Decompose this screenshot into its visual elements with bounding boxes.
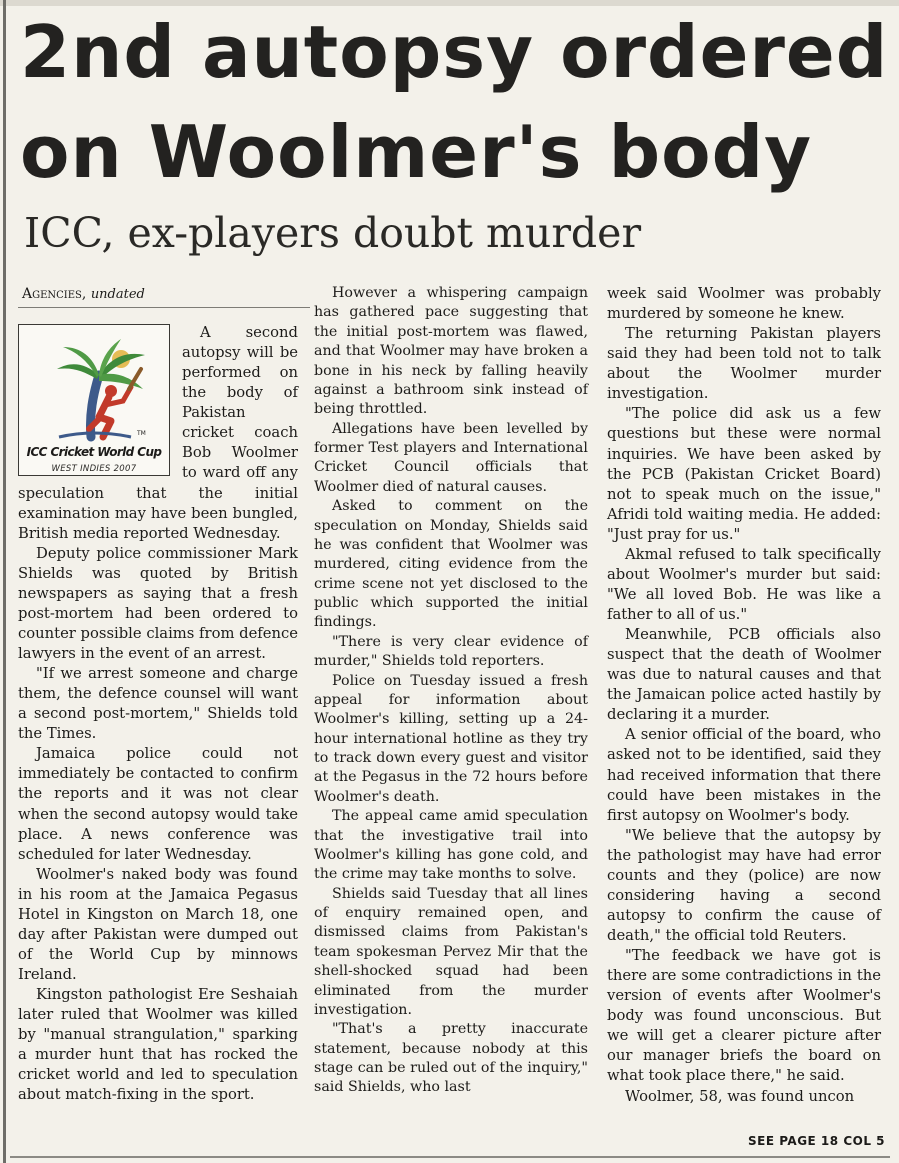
subheadline: ICC, ex-players doubt murder <box>24 209 642 257</box>
left-column-rule <box>3 0 6 1163</box>
article-paragraph: The returning Pakistan players said they had been told not to talk about the Woolmer murder investigation. <box>607 325 881 403</box>
bottom-rule <box>10 1156 890 1158</box>
article-paragraph: Deputy police commissioner Mark Shields was quoted by British newspapers as saying that a fresh post-mortem had been ordered to counter possible claims from defence lawyers in the event of an arrest. <box>18 544 298 662</box>
article-paragraph: Shields said Tuesday that all lines of enquiry remained open, and dismissed claims from Pakistan's team spokesman Pervez Mir that the shell-shocked squad had been eliminated from the murder investigation. <box>314 885 588 1018</box>
article-paragraph: The appeal came amid speculation that the investigative trail into Woolmer's killing has gone cold, and the crime may take months to solve. <box>314 808 588 883</box>
headline-line-1: 2nd autopsy ordered <box>20 10 889 94</box>
logo-subtitle: WEST INDIES 2007 <box>51 464 137 474</box>
headline <box>20 2 890 202</box>
logo-tm: TM <box>137 430 146 437</box>
article-paragraph: "The feedback we have got is there are some contradictions in the version of events after Woolmer's body was found unconscious. But we will get a clearer picture after our manager briefs the board on what took place there," he said. <box>607 947 881 1085</box>
article-paragraph: Woolmer's naked body was found in his room at the Jamaica Pegasus Hotel in Kingston on March 18, one day after Pakistan were dumped out of the World Cup by minnows Ireland. <box>18 865 298 983</box>
byline <box>22 284 302 305</box>
article-column-2 <box>314 284 588 1098</box>
world-cup-logo <box>18 324 170 476</box>
article-paragraph: week said Woolmer was probably murdered by someone he knew. <box>607 285 881 323</box>
byline-org: Agencies, <box>22 286 87 302</box>
article-paragraph: Woolmer, 58, was found uncon <box>625 1087 855 1105</box>
article-paragraph: "There is very clear evidence of murder," Shields told reporters. <box>314 633 588 670</box>
article-paragraph: Police on Tuesday issued a fresh appeal for information about Woolmer's killing, setting up a 24-hour international hotline as they try to track down every guest and visitor at the Pegasus in the 72 hours before Woolmer's death. <box>314 672 588 805</box>
article-paragraph: Meanwhile, PCB officials also suspect that the death of Woolmer was due to natural causes and that the Jamaican police acted hastily by declaring it a murder. <box>607 626 881 724</box>
headline-line-2: on Woolmer's body <box>20 110 813 194</box>
logo-title: ICC Cricket World Cup <box>26 445 162 459</box>
article-paragraph: A senior official of the board, who asked not to be identified, said they had received information that there could have been mistakes in the first autopsy on Woolmer's body. <box>607 726 881 824</box>
article-paragraph: "If we arrest someone and charge them, the defence counsel will want a second post-mortem," Shields told the Times. <box>18 665 298 743</box>
article-paragraph: "That's a pretty inaccurate statement, because nobody at this stage can be ruled out of the inquiry," said Shields, who last <box>314 1021 588 1096</box>
byline-divider <box>18 307 310 308</box>
article-paragraph: Jamaica police could not immediately be contacted to confirm the reports and it was not clear when the second autopsy would take place. A news conference was scheduled for later Wednesday. <box>18 745 298 863</box>
article-paragraph: Akmal refused to talk specifically about Woolmer's murder but said: "We all loved Bob. He was like a father to all of us." <box>607 545 881 623</box>
article-paragraph: Kingston pathologist Ere Seshaiah later ruled that Woolmer was killed by "manual strangulation," sparking a murder hunt that has rocked the cricket world and led to speculation about match-fixing in the sport. <box>18 986 298 1104</box>
article-column-3 <box>607 284 881 1107</box>
byline-date: undated <box>90 287 145 302</box>
article-column-1 <box>18 323 298 1105</box>
article-paragraph: However a whispering campaign has gathered pace suggesting that the initial post-mortem was flawed, and that Woolmer may have broken a bone in his neck by falling heavily against a bathroom sink instead of being throttled. <box>314 285 588 418</box>
article-paragraph: "The police did ask us a few questions but these were normal inquiries. We have been asked by the PCB (Pakistan Cricket Board) not to speak much on the issue," Afridi told waiting media. He added: "Just pray for us." <box>607 405 881 543</box>
article-paragraph: "We believe that the autopsy by the pathologist may have had error counts and they (police) are now considering having a second autopsy to confirm the cause of death," the official told Reuters. <box>607 826 881 944</box>
article-paragraph: A second autopsy will be performed on the body of Pakistan cricket coach Bob Woolmer to ward off any speculation that the initial examination may have been bungled, British media reported Wednesday. <box>18 324 298 542</box>
article-paragraph: Allegations have been levelled by former Test players and International Cricket Council officials that Woolmer died of natural causes. <box>314 420 588 495</box>
continued-jump-line: SEE PAGE 18 COL 5 <box>748 1134 885 1148</box>
article-paragraph: Asked to comment on the speculation on Monday, Shields said he was confident that Woolmer was murdered, citing evidence from the crime scene not yet disclosed to the public which supported the initial findings. <box>314 498 588 631</box>
